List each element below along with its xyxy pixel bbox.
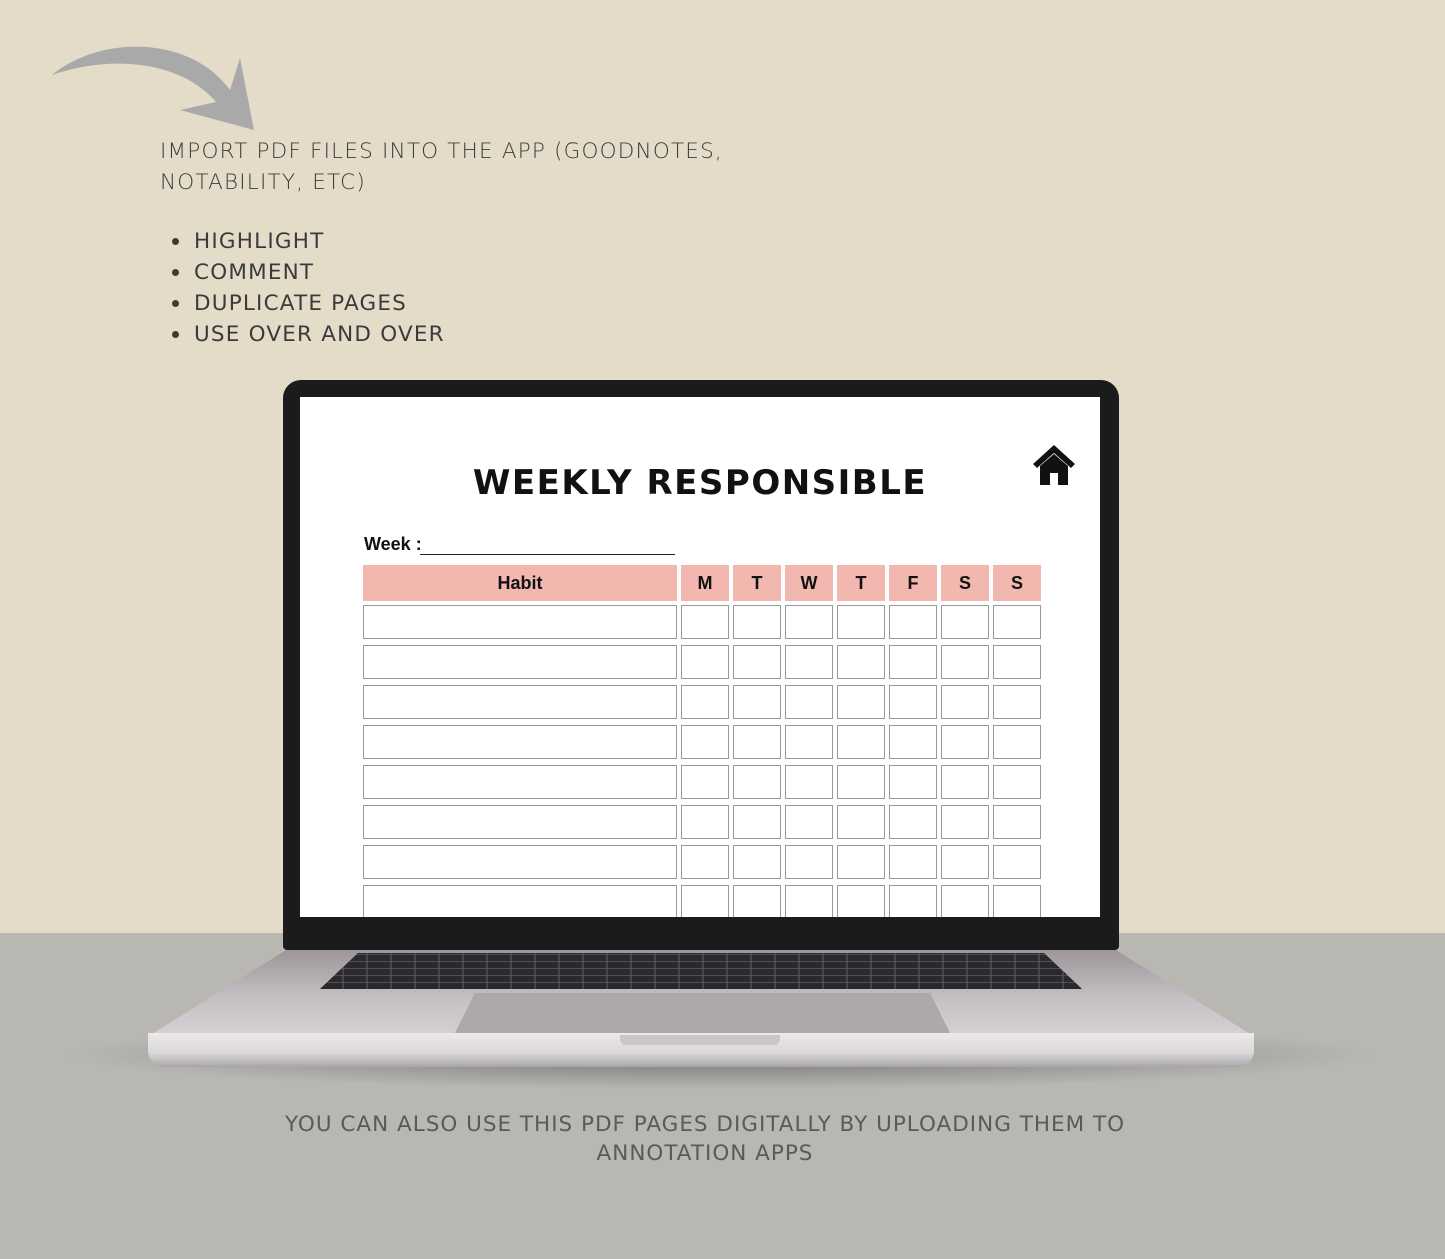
day-check-cell[interactable] (785, 605, 833, 639)
day-check-cell[interactable] (941, 645, 989, 679)
day-check-cell[interactable] (785, 885, 833, 917)
day-check-cell[interactable] (889, 885, 937, 917)
day-check-cell[interactable] (993, 645, 1041, 679)
day-check-cell[interactable] (681, 645, 729, 679)
day-check-cell[interactable] (941, 805, 989, 839)
day-check-cell[interactable] (889, 685, 937, 719)
day-check-cell[interactable] (837, 805, 885, 839)
day-check-cell[interactable] (993, 685, 1041, 719)
footer-note (240, 1110, 1170, 1168)
habit-column-header: Habit (363, 565, 677, 601)
day-check-cell[interactable] (785, 845, 833, 879)
day-check-cell[interactable] (733, 765, 781, 799)
day-check-cell[interactable] (889, 845, 937, 879)
week-input-line[interactable] (420, 554, 675, 555)
day-check-cell[interactable] (837, 685, 885, 719)
feature-item: USE OVER AND OVER (172, 319, 445, 350)
habit-cell[interactable] (363, 725, 677, 759)
feature-item: COMMENT (172, 257, 445, 288)
habit-cell[interactable] (363, 805, 677, 839)
habit-cell[interactable] (363, 605, 677, 639)
intro-line-1: IMPORT PDF FILES INTO THE APP (GOODNOTES, (160, 139, 723, 164)
keyboard-rows (320, 953, 1082, 989)
day-check-cell[interactable] (941, 845, 989, 879)
habit-cell[interactable] (363, 885, 677, 917)
day-column-header: T (733, 565, 781, 601)
day-check-cell[interactable] (733, 605, 781, 639)
day-check-cell[interactable] (837, 885, 885, 917)
day-check-cell[interactable] (889, 645, 937, 679)
curved-arrow-icon (40, 30, 270, 140)
day-check-cell[interactable] (785, 725, 833, 759)
habit-cell[interactable] (363, 845, 677, 879)
day-check-cell[interactable] (837, 605, 885, 639)
day-check-cell[interactable] (889, 725, 937, 759)
day-check-cell[interactable] (681, 845, 729, 879)
day-check-cell[interactable] (837, 845, 885, 879)
footer-line-2: ANNOTATION APPS (596, 1141, 814, 1166)
import-instructions (160, 136, 780, 198)
bullet-icon (172, 269, 179, 276)
day-column-header: T (837, 565, 885, 601)
day-check-cell[interactable] (889, 605, 937, 639)
day-check-cell[interactable] (993, 885, 1041, 917)
day-column-header: S (941, 565, 989, 601)
feature-list (172, 226, 445, 350)
day-check-cell[interactable] (733, 725, 781, 759)
feature-item: HIGHLIGHT (172, 226, 445, 257)
laptop-notch (620, 1035, 780, 1045)
bullet-icon (172, 331, 179, 338)
habit-cell[interactable] (363, 685, 677, 719)
bullet-icon (172, 238, 179, 245)
day-column-header: M (681, 565, 729, 601)
day-column-header: W (785, 565, 833, 601)
day-check-cell[interactable] (681, 685, 729, 719)
day-check-cell[interactable] (941, 685, 989, 719)
day-check-cell[interactable] (993, 605, 1041, 639)
intro-line-2: NOTABILITY, ETC) (160, 170, 366, 195)
day-check-cell[interactable] (889, 765, 937, 799)
habit-cell[interactable] (363, 645, 677, 679)
feature-item: DUPLICATE PAGES (172, 288, 445, 319)
day-check-cell[interactable] (993, 805, 1041, 839)
day-check-cell[interactable] (941, 885, 989, 917)
day-check-cell[interactable] (733, 845, 781, 879)
habit-cell[interactable] (363, 765, 677, 799)
day-check-cell[interactable] (993, 845, 1041, 879)
day-check-cell[interactable] (941, 725, 989, 759)
day-check-cell[interactable] (733, 805, 781, 839)
day-check-cell[interactable] (785, 685, 833, 719)
bullet-icon (172, 300, 179, 307)
day-check-cell[interactable] (785, 805, 833, 839)
day-check-cell[interactable] (837, 725, 885, 759)
planner-title: WEEKLY RESPONSIBLE (472, 463, 928, 503)
laptop-screen (300, 397, 1100, 917)
day-check-cell[interactable] (993, 765, 1041, 799)
day-check-cell[interactable] (941, 605, 989, 639)
day-column-header: F (889, 565, 937, 601)
day-column-header: S (993, 565, 1041, 601)
day-check-cell[interactable] (837, 645, 885, 679)
day-check-cell[interactable] (785, 765, 833, 799)
day-check-cell[interactable] (837, 765, 885, 799)
day-check-cell[interactable] (681, 605, 729, 639)
day-check-cell[interactable] (785, 645, 833, 679)
day-check-cell[interactable] (681, 885, 729, 917)
day-check-cell[interactable] (733, 885, 781, 917)
laptop-trackpad[interactable] (455, 993, 950, 1033)
day-check-cell[interactable] (681, 765, 729, 799)
day-check-cell[interactable] (941, 765, 989, 799)
week-label: Week : (364, 534, 422, 554)
footer-line-1: YOU CAN ALSO USE THIS PDF PAGES DIGITALLY BY UPLOADING THEM TO (284, 1112, 1126, 1137)
day-check-cell[interactable] (733, 645, 781, 679)
day-check-cell[interactable] (681, 725, 729, 759)
day-check-cell[interactable] (889, 805, 937, 839)
day-check-cell[interactable] (993, 725, 1041, 759)
day-check-cell[interactable] (681, 805, 729, 839)
day-check-cell[interactable] (733, 685, 781, 719)
